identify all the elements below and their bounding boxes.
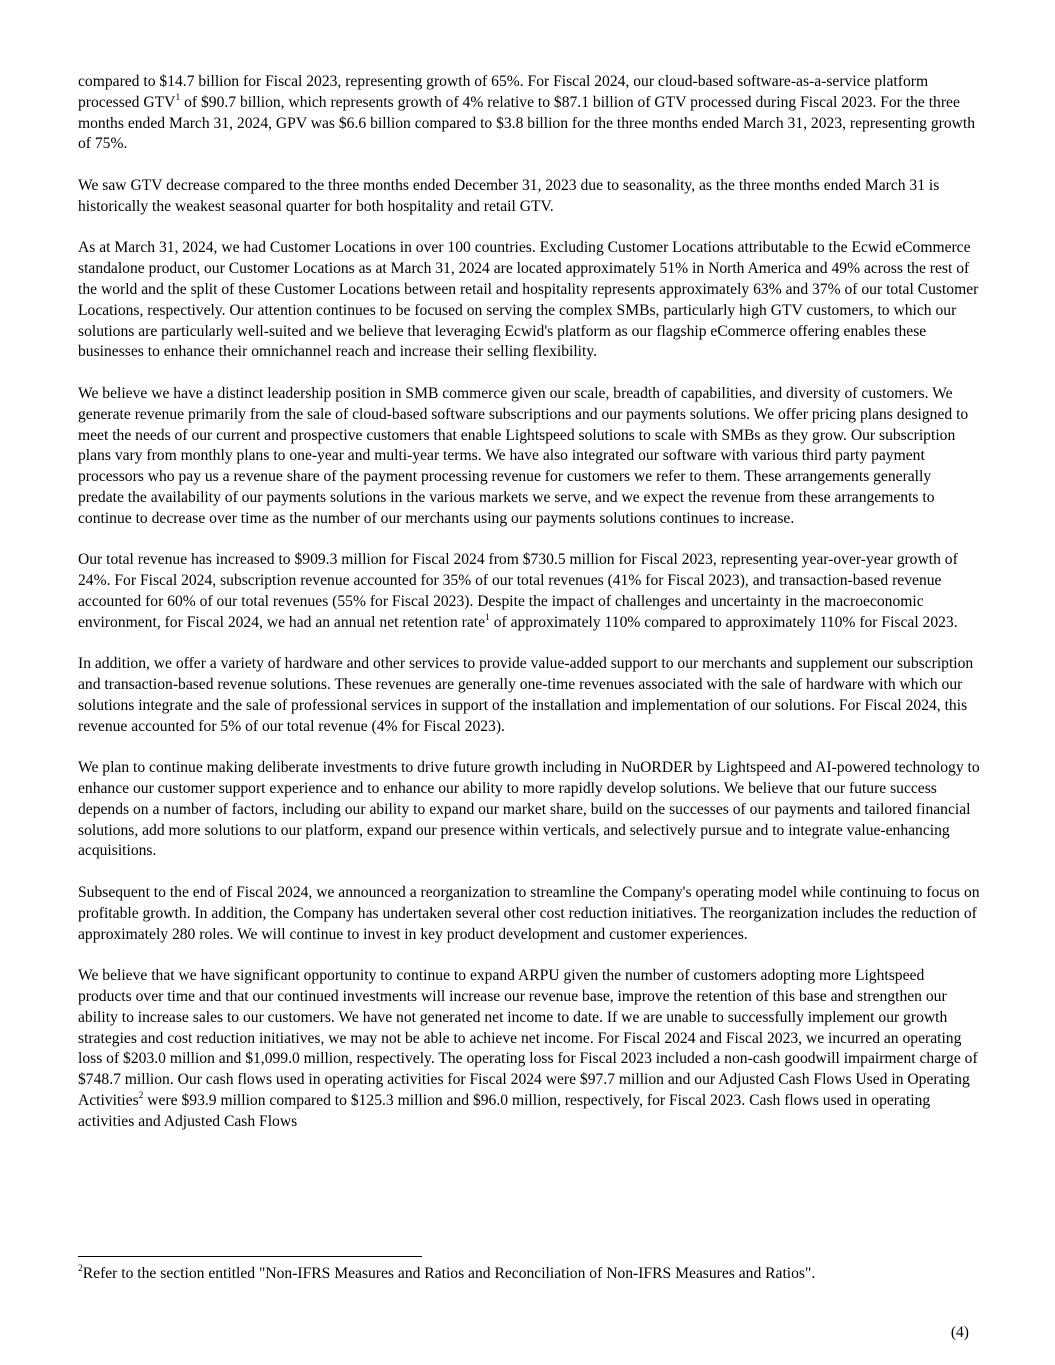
- paragraph-arpu-opportunity: [78, 966, 980, 1132]
- paragraph-total-revenue: [78, 550, 980, 633]
- paragraph-text: compared to $14.7 billion for Fiscal 2023, representing growth of 65%. For Fiscal 2024, our cloud-based software-as-a-service platform processed GTV: [78, 73, 929, 111]
- footnote-marker: 1: [175, 92, 181, 103]
- footnote-marker: 2: [78, 1263, 83, 1274]
- footnote-text: Refer to the section entitled "Non-IFRS Measures and Ratios and Reconciliation of Non-IFRS Measures and Ratios".: [82, 1265, 816, 1282]
- footnote-marker: 1: [485, 612, 490, 623]
- footnote-marker: 2: [138, 1090, 144, 1101]
- paragraph-text: We believe that we have significant opportunity to continue to expand ARPU given the number of customers adopting more Lightspeed products over time and that our continued investments will increase our revenue base, improve the retention of this base and strengthen our ability to increase sales to our customers. We have not generated net income to date. If we are unable to successfully implement our growth strategies and cost reduction initiatives, we may not be able to achieve net income. For Fiscal 2024 and Fiscal 2023, we incurred an operating loss of $203.0 million and $1,099.0 million, respectively. The operating loss for Fiscal 2023 included a non-cash goodwill impairment charge of $748.7 million. Our cash flows used in operating activities for Fiscal 2024 were $97.7 million and our Adjusted Cash Flows Used in Operating Activities: [78, 967, 978, 1110]
- paragraph-growth-gtv: [78, 72, 980, 155]
- paragraph-text: were $93.9 million compared to $125.3 million and $96.0 million, respectively, for Fiscal 2023. Cash flows used in operating activities and Adjusted Cash Flows: [78, 1092, 931, 1130]
- paragraph-reorganization: Subsequent to the end of Fiscal 2024, we announced a reorganization to streamline the Company's operating model while continuing to focus on profitable growth. In addition, the Company has undertaken several other cost reduction initiatives. The reorganization includes the reduction of approximately 280 roles. We will continue to invest in key product development and customer experiences.: [78, 884, 980, 943]
- paragraph-hardware-services: In addition, we offer a variety of hardware and other services to provide value-added support to our merchants and supplement our subscription and transaction-based revenue solutions. These revenues are generally one-time revenues associated with the sale of hardware with which our solutions integrate and the sale of professional services in support of the installation and implementation of our solutions. For Fiscal 2024, this revenue accounted for 5% of our total revenue (4% for Fiscal 2023).: [78, 655, 974, 735]
- page-number: (4): [950, 1324, 969, 1341]
- paragraph-text: of $90.7 billion, which represents growth of 4% relative to $87.1 billion of GTV processed during Fiscal 2023. For the three months ended March 31, 2024, GPV was $6.6 billion compared to $3.8 billion for the three months ended March 31, 2023, representing growth of 75%.: [78, 93, 976, 153]
- paragraph-text: Our total revenue has increased to $909.3 million for Fiscal 2024 from $730.5 million for Fiscal 2023, representing year-over-year growth of 24%. For Fiscal 2024, subscription revenue accounted for 35% of our total revenues (41% for Fiscal 2023), and transaction-based revenue accounted for 60% of our total revenues (55% for Fiscal 2023). Despite the impact of challenges and uncertainty in the macroeconomic environment, for Fiscal 2024, we had an annual net retention rate: [78, 551, 958, 631]
- footnote-divider: [78, 1256, 422, 1257]
- paragraph-seasonality: We saw GTV decrease compared to the three months ended December 31, 2023 due to seasonality, as the three months ended March 31 is historically the weakest seasonal quarter for both hospitality and retail GTV.: [78, 176, 940, 215]
- footnote: [78, 1264, 980, 1285]
- paragraph-text: of approximately 110% compared to approximately 110% for Fiscal 2023.: [489, 613, 958, 631]
- paragraph-leadership: We believe we have a distinct leadership position in SMB commerce given our scale, breadth of capabilities, and diversity of customers. We generate revenue primarily from the sale of cloud-based software subscriptions and our payments solutions. We offer pricing plans designed to meet the needs of our current and prospective customers that enable Lightspeed solutions to scale with SMBs as they grow. Our subscription plans vary from monthly plans to one-year and multi-year terms. We have also integrated our software with various third party payment processors who pay us a revenue share of the payment processing revenue for customers we refer to them. These arrangements generally predate the availability of our payments solutions in the various markets we serve, and we expect the revenue from these arrangements to continue to decrease over time as the number of our merchants using our payments solutions continues to increase.: [78, 384, 969, 527]
- document-body: [78, 72, 980, 1153]
- paragraph-customer-locations: As at March 31, 2024, we had Customer Locations in over 100 countries. Excluding Customer Locations attributable to the Ecwid eCommerce standalone product, our Customer Locations as at March 31, 2024 are located approximately 51% in North America and 49% across the rest of the world and the split of these Customer Locations between retail and hospitality represents approximately 63% and 37% of our total Customer Locations, respectively. Our attention continues to be focused on serving the complex SMBs, particularly high GTV customers, to which our solutions are particularly well-suited and we believe that leveraging Ecwid's platform as our flagship eCommerce offering enables these businesses to enhance their omnichannel reach and increase their selling flexibility.: [78, 239, 979, 361]
- paragraph-investments: We plan to continue making deliberate investments to drive future growth including in NuORDER by Lightspeed and AI-powered technology to enhance our customer support experience and to enhance our ability to more rapidly develop solutions. We believe that our future success depends on a number of factors, including our ability to expand our market share, build on the successes of our payments and tailored financial solutions, add more solutions to our platform, expand our presence within verticals, and selectively pursue and to integrate value-enhancing acquisitions.: [78, 759, 980, 860]
